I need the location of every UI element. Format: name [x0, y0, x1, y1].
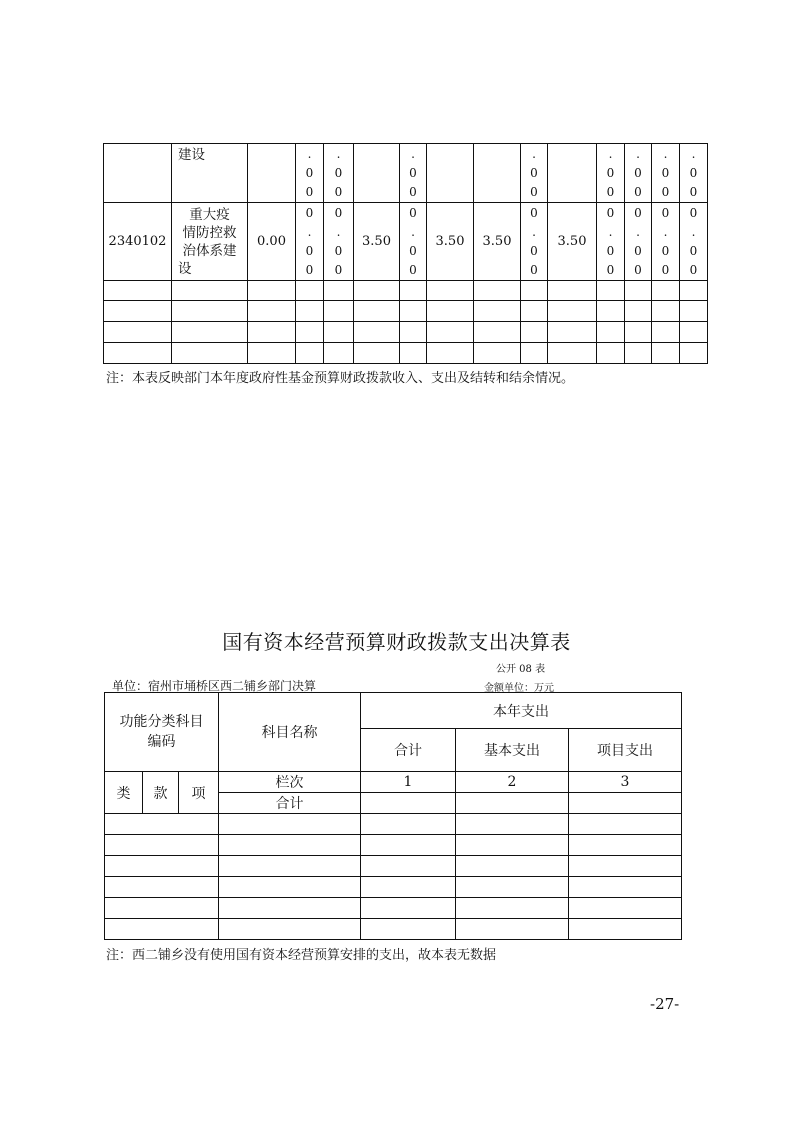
- page-number: -27-: [650, 995, 680, 1013]
- col-index-3: 3: [569, 772, 682, 793]
- table-note: 注：本表反映部门本年度政府性基金预算财政拨款收入、支出及结转和结余情况。: [106, 371, 575, 386]
- col-index-2: 2: [456, 772, 569, 793]
- value-cell: 3.50: [354, 203, 400, 281]
- value-cell: . 0 0: [324, 144, 354, 203]
- value-cell: . 0 0: [652, 144, 680, 203]
- value-cell: . 0 0: [521, 144, 548, 203]
- value-cell: . 0 0: [625, 144, 652, 203]
- table-row: [105, 898, 682, 919]
- value-cell: 0 . 0 0: [680, 203, 708, 281]
- header-total: 合计: [361, 729, 456, 772]
- value-cell: . 0 0: [400, 144, 427, 203]
- value-cell: 0 . 0 0: [400, 203, 427, 281]
- government-fund-table: [103, 143, 708, 364]
- form-number: 公开 08 表: [496, 664, 546, 675]
- header-basic: 基本支出: [456, 729, 569, 772]
- header-item-name: 科目名称: [219, 693, 361, 772]
- value-cell: 0 . 0 0: [625, 203, 652, 281]
- value-cell: . 0 0: [680, 144, 708, 203]
- header-year-expense: 本年支出: [361, 693, 682, 729]
- table-row: [105, 835, 682, 856]
- item-name-cell: 重大疫 情防控救 治体系建 设: [172, 203, 248, 281]
- header-code: 功能分类科目编码: [105, 693, 219, 772]
- sum-row-label: 合计: [219, 793, 361, 814]
- table-row: [105, 814, 682, 835]
- table-row: [105, 877, 682, 898]
- page-title: 国有资本经营预算财政拨款支出决算表: [222, 630, 571, 654]
- table-row-continued: [104, 144, 708, 203]
- col-index-1: 1: [361, 772, 456, 793]
- item-name-cell: 建设: [172, 144, 248, 203]
- table-note: 注：西二铺乡没有使用国有资本经营预算安排的支出，故本表无数据: [106, 948, 497, 963]
- header-lei: 类: [105, 772, 143, 814]
- value-cell: . 0 0: [597, 144, 625, 203]
- table-row: [105, 856, 682, 877]
- header-column-index: 栏次: [219, 772, 361, 793]
- table-row: [104, 281, 708, 301]
- value-cell: 0 . 0 0: [296, 203, 324, 281]
- unit-label: 单位：宿州市埇桥区西二铺乡部门决算: [112, 679, 317, 693]
- value-cell: 3.50: [548, 203, 597, 281]
- value-cell: 0 . 0 0: [597, 203, 625, 281]
- table-row-2340102: [104, 203, 708, 281]
- amount-unit-label: 金额单位：万元: [484, 683, 554, 694]
- header-project: 项目支出: [569, 729, 682, 772]
- code-cell: 2340102: [104, 203, 172, 281]
- table-row: [104, 322, 708, 343]
- table-row: [105, 919, 682, 940]
- value-cell: 0 . 0 0: [652, 203, 680, 281]
- capital-budget-table: [104, 692, 682, 940]
- value-cell: 0 . 0 0: [324, 203, 354, 281]
- table-row: [104, 301, 708, 322]
- header-xiang: 项: [179, 772, 219, 814]
- value-cell: 3.50: [474, 203, 521, 281]
- value-cell: 3.50: [427, 203, 474, 281]
- value-cell: 0 . 0 0: [521, 203, 548, 281]
- value-cell: . 0 0: [296, 144, 324, 203]
- header-kuan: 款: [143, 772, 179, 814]
- table-row: [104, 343, 708, 364]
- value-cell: 0.00: [248, 203, 296, 281]
- code-cell: [104, 144, 172, 203]
